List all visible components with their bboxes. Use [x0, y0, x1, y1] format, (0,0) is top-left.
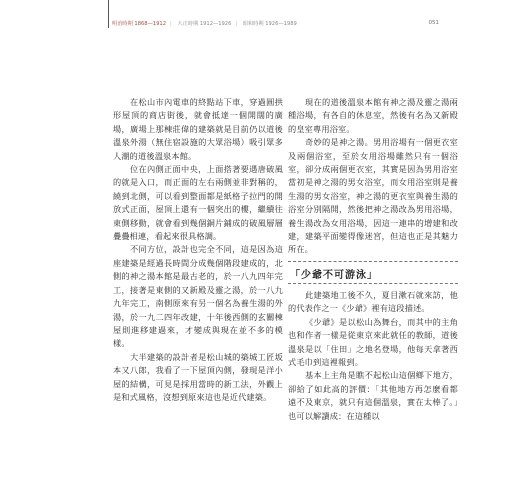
- paragraph: 大半建築的設計者是松山城的築城工匠坂本又八郎，我看了一下屋頂內側，發現是洋小屋的結構，可見是採用當時的新工法，外觀上是和式風格，沒想到原來這也是近代建築。: [113, 351, 283, 402]
- header-rule: [108, 0, 109, 28]
- paragraph: 此建築地工後不久，夏目漱石就來訪，他的代表作之一《少爺》裡有這段描述。: [288, 289, 458, 314]
- right-column: [288, 96, 458, 423]
- dashed-divider-top: [288, 261, 458, 262]
- tab-separator: |: [170, 21, 172, 27]
- paragraph: 位在內側正面中央，上面搭著要遇唐破風的就是入口，而正面的左右兩側並非對稱的，繞到北側，可以看到整面都是紙格子拉門的開放式正面，屋頂上還有一個突出的樓，繼續往東側移動，就會看到幾個銅片鋪成的破風層層疊疊相連，看起來很具格調。: [113, 164, 283, 242]
- era-tab-showa: 昭和時期 1926—1989: [242, 21, 297, 27]
- left-column: [113, 96, 283, 404]
- paragraph: 基本上主角是瞧不起松山這個鄉下地方，卻給了如此高的評價：「其他地方再怎麼看都遠不及東京，就只有這個溫泉，實在太棒了。」也可以解讀成：在這種以: [288, 370, 458, 421]
- paragraph: 在松山市內電車的終點站下車，穿過圓拱形屋頂的商店街後，就會抵達一個開闊的廣場，廣場上那棟莊偉的建築就是目前仍以道後溫泉外湯（無住宿設施的大眾浴場）吸引眾多人潮的道後溫泉本館。: [113, 97, 283, 161]
- paragraph: 不同方位，設計也完全不同，這是因為這座建築是經過長時間分成幾個階段建成的，北側的神之湯本館是最古老的，於一八九四年完工，接著是東側的又新殿及靈之湯，於一八九九年完工，南側原來有另一個名為養生湯的外湯，於一九二四年改建，十年後西側的玄關棟屋則進移建過來，才變成與現在並不多的模樣。: [113, 244, 283, 349]
- era-tabs: [112, 20, 301, 27]
- page-header: [0, 0, 520, 32]
- paragraph: 現在的道後溫泉本館有神之湯及靈之湯兩種浴場，有各自的休息室，然後有名為又新殿的皇室專用浴室。: [288, 97, 458, 134]
- era-tab-taisho: 大正時期 1912—1926: [177, 21, 232, 27]
- page-number: 051: [428, 20, 439, 26]
- tab-separator: |: [235, 21, 238, 27]
- section-heading-box: [288, 261, 458, 283]
- paragraph: 《少爺》是以松山為舞台，而其中的主角也和作者一樣是從東京來此就任的教師，道後溫泉是以「住田」之地名登場，他每天拿著西式毛巾到這裡報到。: [288, 316, 458, 367]
- dashed-divider-bottom: [288, 283, 458, 284]
- era-tab-meiji: 明治時期 1868—1912: [112, 21, 166, 27]
- section-title: 「少爺不可游泳」: [290, 269, 378, 281]
- paragraph: 奇妙的是神之湯。男用浴場有一個更衣室及兩個浴室，至於女用浴場雖然只有一個浴室，卻分成兩個更衣室，其實是因為男用浴室當初是神之湯的男女浴室，而女用浴室則是養生湯的男女浴室，神之湯的更衣室與養生湯的浴室分別隔開，然後把神之湯改為男用浴場，養生湯改為女用浴場，因這一連串的增建和改建，建築平面變得像迷宮，但這也正是其魅力所在。: [288, 137, 458, 255]
